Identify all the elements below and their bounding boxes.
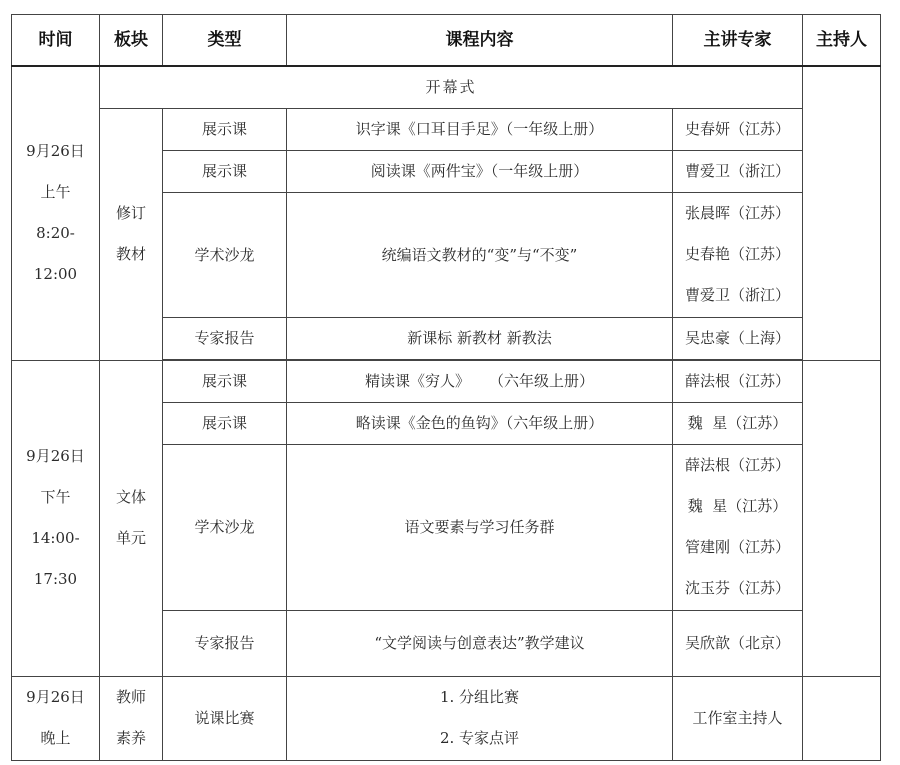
host-cell [803,360,881,676]
time-line: 14:00- [31,529,80,547]
speaker-cell: 史春妍（江苏） [673,108,803,150]
table-row [12,360,881,402]
time-line: 12:00 [33,265,78,284]
speaker-cell: 曹爱卫（浙江） [673,150,803,192]
header-row [12,15,881,67]
time-line: 下午 [40,488,71,506]
header-type: 类型 [163,15,287,67]
header-host: 主持人 [803,15,881,67]
type-cell: 展示课 [163,108,287,150]
speaker-cell [673,444,803,610]
time-line: 晚上 [40,729,71,747]
block-line: 修订 [115,204,146,222]
host-cell [803,676,881,760]
speaker-name: 曹爱卫（浙江） [684,286,790,304]
content-cell: 阅读课《两件宝》（一年级上册） [287,150,673,192]
speaker-cell: 吴忠豪（上海） [673,317,803,359]
schedule-table [11,14,881,761]
content-cell: 新课标 新教材 新教法 [287,317,673,359]
type-cell: 展示课 [163,402,287,444]
type-cell: 学术沙龙 [163,444,287,610]
header-content: 课程内容 [287,15,673,67]
table-row [12,676,881,760]
type-cell: 专家报告 [163,317,287,359]
host-cell [803,66,881,360]
header-block: 板块 [100,15,163,67]
speaker-cell: 薛法根（江苏） [673,360,803,402]
type-cell: 说课比赛 [163,676,287,760]
content-cell: “文学阅读与创意表达”教学建议 [287,610,673,676]
time-line: 8:20- [36,224,75,243]
speaker-cell: 工作室主持人 [673,676,803,760]
speaker-name: 沈玉芬（江苏） [684,579,790,597]
time-line: 上午 [40,183,71,202]
speaker-name: 管建刚（江苏） [684,538,790,556]
speaker-name: 薛法根（江苏） [684,456,790,474]
time-line: 9月26日 [26,447,85,465]
speaker-cell [673,192,803,317]
opening-ceremony: 开幕式 [100,66,803,108]
time-cell [12,676,100,760]
time-cell [12,66,100,360]
block-cell [100,108,163,360]
type-cell: 展示课 [163,150,287,192]
header-time: 时间 [12,15,100,67]
type-cell: 学术沙龙 [163,192,287,317]
speaker-cell: 魏 星（江苏） [673,402,803,444]
content-cell [287,676,673,760]
time-line: 17:30 [33,570,78,588]
type-cell: 展示课 [163,360,287,402]
header-speaker: 主讲专家 [673,15,803,67]
block-cell [100,360,163,676]
time-line: 9月26日 [26,142,85,161]
table-row [12,66,881,108]
block-line: 教师 [115,688,146,706]
speaker-cell: 吴欣歆（北京） [673,610,803,676]
content-cell: 略读课《金色的鱼钩》（六年级上册） [287,402,673,444]
block-line: 单元 [115,529,146,547]
block-line: 素养 [115,729,146,747]
speaker-name: 史春艳（江苏） [684,245,790,263]
time-cell [12,360,100,676]
block-line: 文体 [115,488,146,506]
content-cell: 语文要素与学习任务群 [287,444,673,610]
block-cell [100,676,163,760]
type-cell: 专家报告 [163,610,287,676]
speaker-name: 张晨晖（江苏） [684,204,790,222]
content-line: 2. 专家点评 [439,729,520,747]
content-cell: 精读课《穷人》 （六年级上册） [287,360,673,402]
block-line: 教材 [115,245,146,263]
speaker-name: 魏 星（江苏） [687,497,788,515]
content-cell: 识字课《口耳目手足》（一年级上册） [287,108,673,150]
time-line: 9月26日 [26,688,85,706]
table-row [12,108,881,150]
content-line: 1. 分组比赛 [439,688,520,706]
content-cell: 统编语文教材的“变”与“不变” [287,192,673,317]
